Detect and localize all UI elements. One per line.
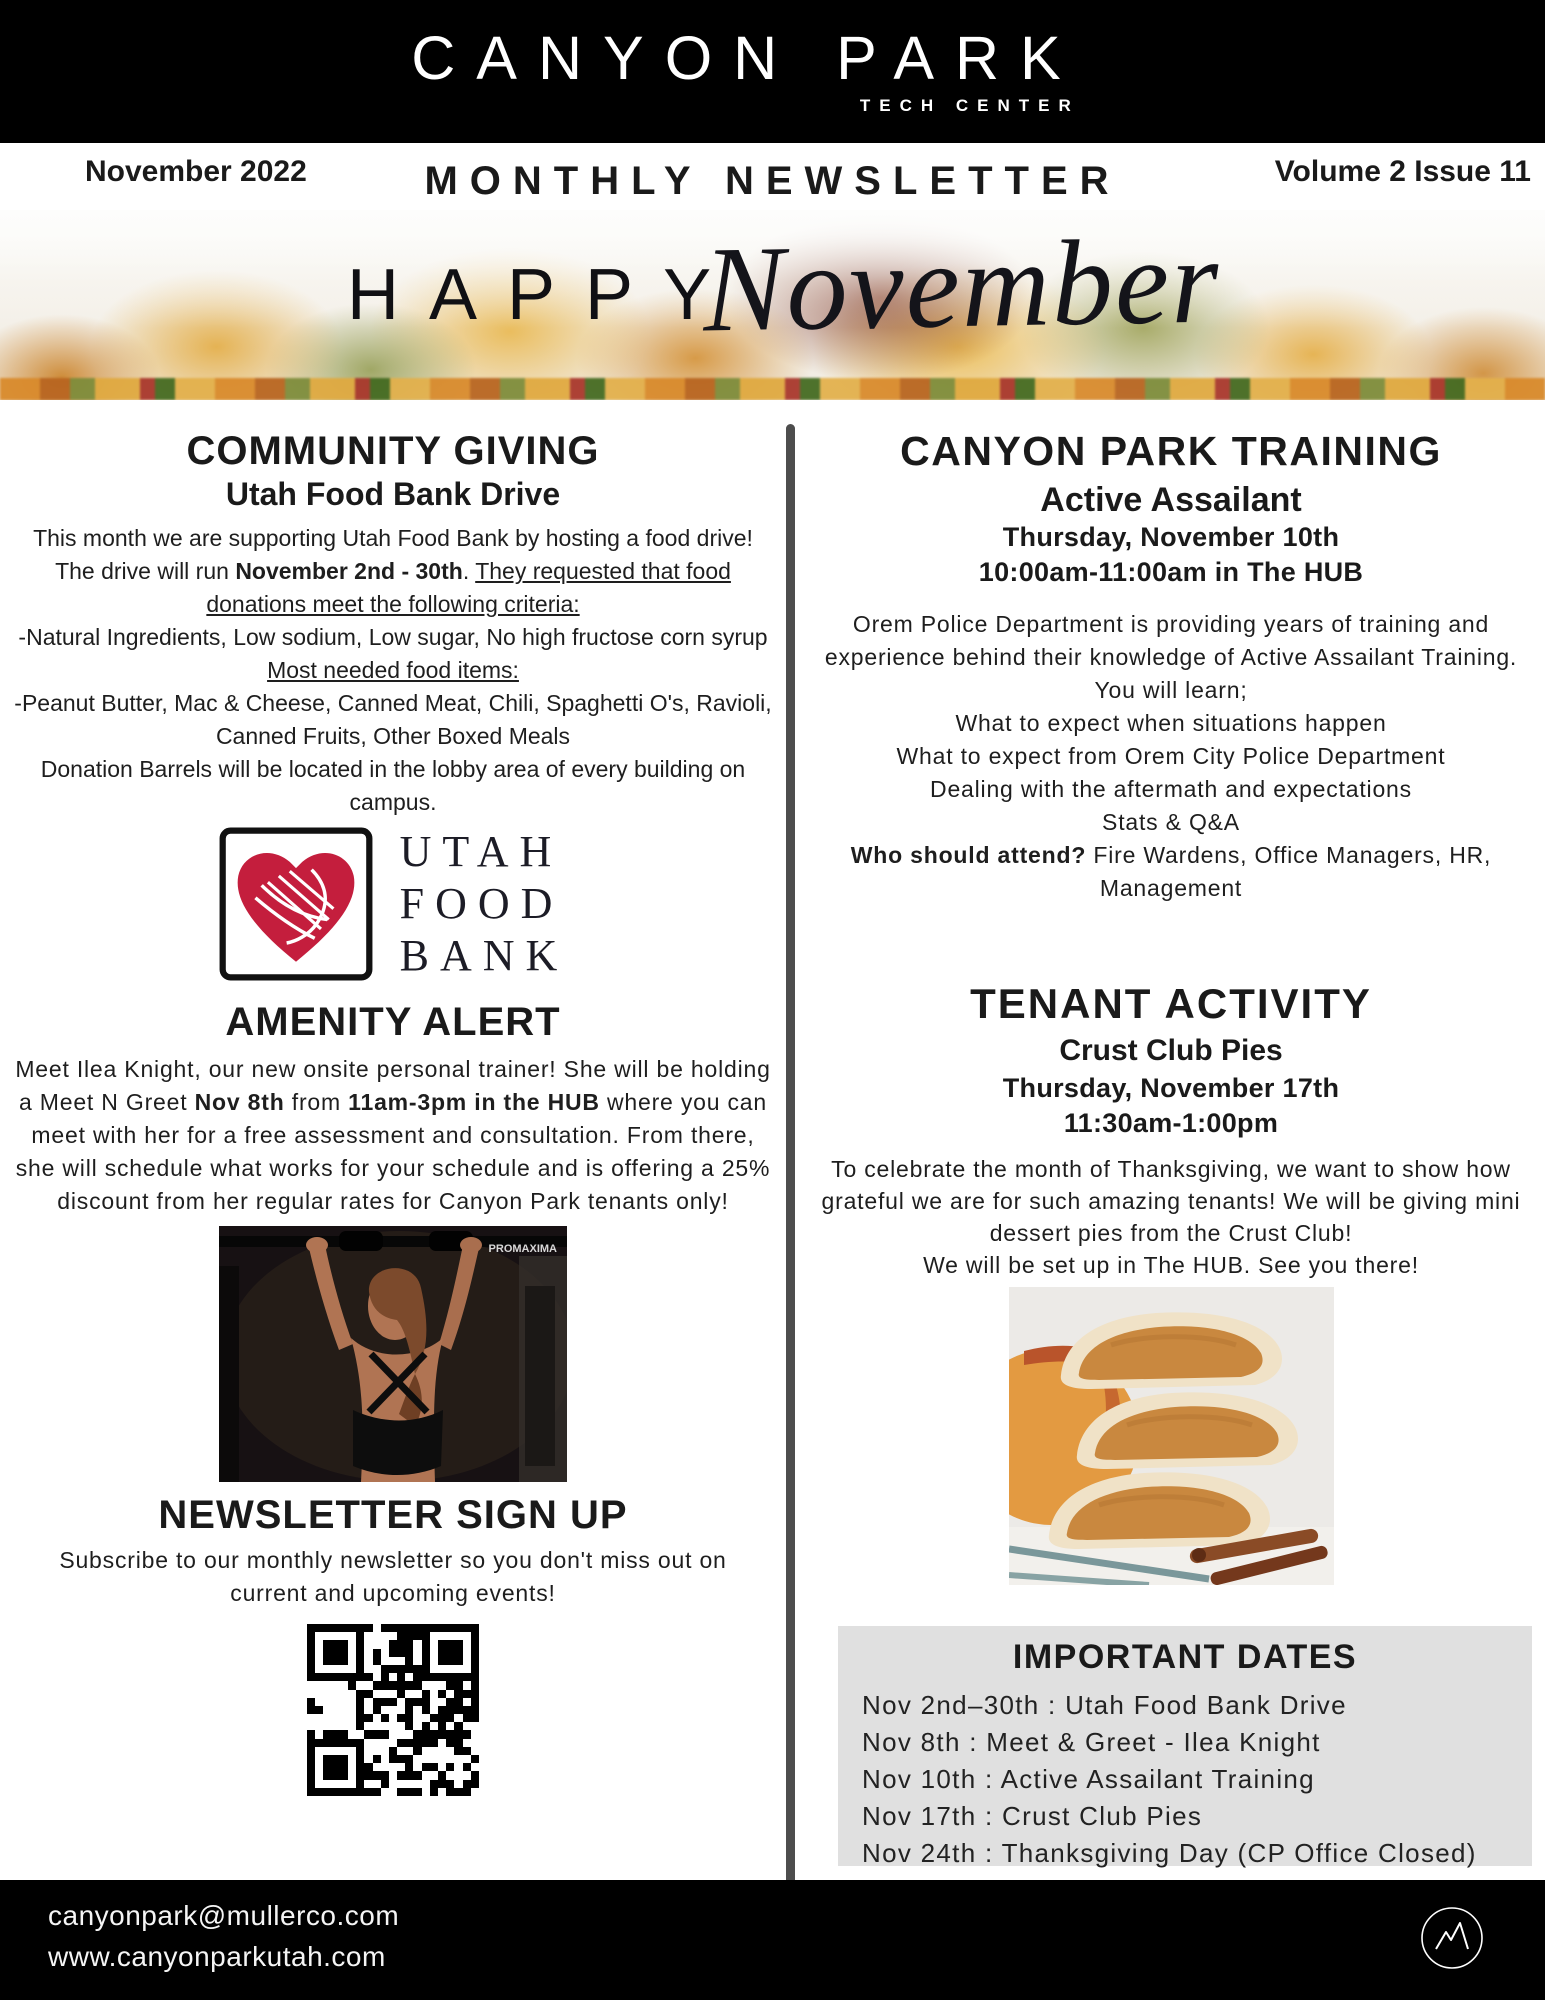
crust-club-subtitle: Crust Club Pies: [1059, 1034, 1283, 1067]
newsletter-signup-qr-code: [307, 1624, 479, 1796]
who-should-attend-list: Fire Wardens, Office Managers, HR, Management: [1086, 842, 1492, 901]
footer: [0, 1880, 1545, 2000]
newsletter-title: MONTHLY NEWSLETTER: [424, 159, 1121, 203]
important-date-item: Nov 2nd–30th : Utah Food Bank Drive: [862, 1690, 1347, 1720]
active-assailant-subtitle: Active Assailant: [1040, 481, 1302, 519]
tenant-text-2: We will be set up in The HUB. See you there!: [923, 1252, 1419, 1278]
training-date: Thursday, November 10th: [1002, 522, 1340, 552]
issue-date: November 2022: [85, 155, 307, 188]
canyon-park-training-title: CANYON PARK TRAINING: [900, 428, 1442, 474]
food-bank-word-utah: UTAH: [399, 827, 563, 876]
amenity-alert-title: AMENITY ALERT: [225, 1000, 561, 1044]
important-date-item: Nov 10th : Active Assailant Training: [862, 1764, 1315, 1794]
brand-block: [411, 23, 1082, 116]
training-point-2: What to expect from Orem City Police Department: [896, 743, 1446, 769]
community-text-2: .: [462, 558, 476, 584]
newsletter-signup-text: Subscribe to our monthly newsletter so you don't miss out on current and upcoming events!: [59, 1547, 727, 1606]
training-point-4: Stats & Q&A: [1102, 809, 1240, 835]
banner-greeting-november: November: [701, 213, 1222, 358]
community-text-1: This month we are supporting Utah Food Bank by hosting a food drive! The drive will run: [33, 525, 753, 584]
important-date-item: Nov 24th : Thanksgiving Day (CP Office Closed): [862, 1838, 1477, 1868]
food-bank-word-bank: BANK: [399, 931, 569, 980]
brand-banner: [0, 0, 1545, 143]
amenity-date: Nov 8th: [194, 1089, 285, 1115]
tenant-activity-date: Thursday, November 17th: [1002, 1073, 1340, 1103]
tenant-activity-paragraph: [807, 1153, 1535, 1281]
community-ingredients-line: -Natural Ingredients, Low sodium, Low sugar, No high fructose corn syrup: [18, 624, 768, 650]
donation-barrels-note: Donation Barrels will be located in the lobby area of every building on campus.: [40, 756, 746, 815]
amenity-text-2: from: [284, 1089, 349, 1115]
important-dates-title: IMPORTANT DATES: [1012, 1638, 1358, 1676]
newsletter-signup-title: NEWSLETTER SIGN UP: [158, 1493, 628, 1537]
training-time-location: 10:00am-11:00am in The HUB: [978, 557, 1364, 587]
left-column: [0, 420, 786, 1880]
autumn-banner-image: [0, 210, 1545, 400]
personal-trainer-photo: [219, 1226, 567, 1482]
crust-club-pies-photo: [1009, 1287, 1334, 1585]
needed-items-list: -Peanut Butter, Mac & Cheese, Canned Meat, Chili, Spaghetti O's, Ravioli, Canned Fruits, Other Boxed Meals: [14, 690, 772, 749]
gym-equipment-brand-label: PROMAXIMA: [488, 1243, 557, 1255]
foliage-strip: [0, 378, 1545, 400]
tenant-activity-title: TENANT ACTIVITY: [970, 980, 1372, 1027]
community-giving-paragraph: [14, 522, 772, 819]
masthead: [0, 143, 1545, 210]
food-bank-wordmark: [400, 826, 569, 982]
food-bank-heart-icon: [218, 826, 374, 982]
amenity-text-1: Meet Ilea Knight, our new onsite personal trainer! She will be holding a Meet N Greet: [15, 1056, 771, 1115]
training-point-1: What to expect when situations happen: [955, 710, 1387, 736]
important-dates-box: [838, 1626, 1532, 1866]
tenant-activity-time: 11:30am-1:00pm: [1063, 1108, 1279, 1138]
important-date-item: Nov 17th : Crust Club Pies: [862, 1801, 1203, 1831]
food-bank-word-food: FOOD: [399, 879, 564, 928]
food-bank-drive-subtitle: Utah Food Bank Drive: [225, 476, 561, 512]
amenity-text-3: where you can meet with her for a free assessment and consultation. From there, she will schedule what works for your schedule and is offering a 25% discount from her regular rates for Canyon Park tenants only!: [15, 1089, 771, 1214]
important-date-item: Nov 8th : Meet & Greet - Ilea Knight: [862, 1727, 1321, 1757]
important-dates-list: [838, 1687, 1532, 1872]
website-url: www.canyonparkutah.com: [48, 1941, 386, 1972]
utah-food-bank-logo: [0, 825, 786, 983]
who-should-attend-label: Who should attend?: [850, 842, 1087, 868]
right-column: [797, 420, 1545, 1880]
column-divider: [786, 424, 795, 1886]
amenity-time-place: 11am-3pm in the HUB: [348, 1089, 600, 1115]
banner-greeting-happy: HAPPY: [347, 255, 742, 335]
training-audience-line: [803, 839, 1539, 905]
volume-issue: Volume 2 Issue 11: [1274, 155, 1531, 188]
training-intro-paragraph: Orem Police Department is providing years of training and experience behind their knowledge of Active Assailant Training. You will learn;: [824, 611, 1518, 703]
most-needed-items-label: Most needed food items:: [267, 657, 519, 683]
community-criteria-note: They requested that food donations meet the following criteria:: [206, 558, 731, 617]
brand-logo-text: CANYON PARK: [411, 23, 1082, 92]
amenity-alert-paragraph: [12, 1053, 774, 1218]
community-giving-title: COMMUNITY GIVING: [186, 429, 600, 473]
muller-mountain-logo-icon: [1419, 1905, 1485, 1971]
brand-tagline: TECH CENTER: [859, 95, 1080, 115]
tenant-text-1: To celebrate the month of Thanksgiving, we want to show how grateful we are for such amazing tenants! We will be giving mini dessert pies from the Crust Club!: [821, 1156, 1521, 1246]
community-drive-dates: November 2nd - 30th: [235, 558, 463, 584]
training-point-3: Dealing with the aftermath and expectations: [930, 776, 1412, 802]
contact-email: canyonpark@mullerco.com: [48, 1900, 400, 1931]
